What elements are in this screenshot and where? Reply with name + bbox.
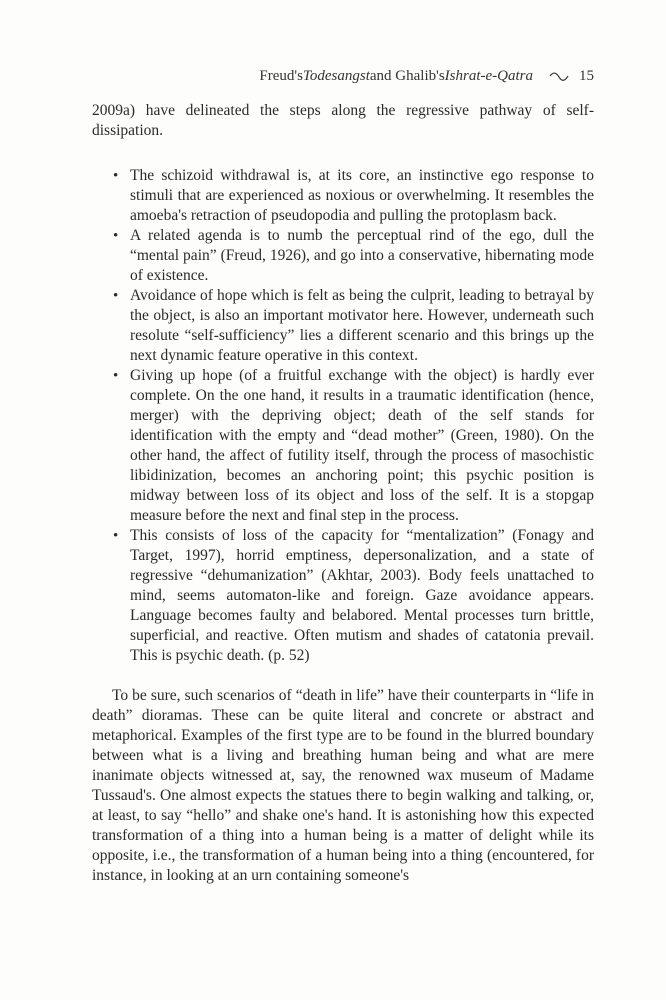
bullet-item: • The schizoid withdrawal is, at its core, an instinctive ego response to stimuli that are experienced as noxious or overwhelming. It resembles the amoeba's retraction of pseudopodia and pulling the protoplasm back. (130, 166, 594, 226)
bullet-item: • This consists of loss of the capacity for “mentalization” (Fonagy and Target, 1997), horrid emptiness, depersonalization, and a state of regressive “dehumanization” (Akhtar, 2003). Body feels unattached to mind, seems automaton-like and foreign. Gaze avoidance appears. Language becomes faulty and belabored. Mental processes turn brittle, superficial, and reactive. Often mutism and shades of catatonia prevail. This is psychic death. (p. 52) (130, 526, 594, 666)
body-paragraph: To be sure, such scenarios of “death in life” have their counterparts in “life in death” dioramas. These can be quite literal and concrete or abstract and metaphorical. Examples of the first type are to be found in the blurred boundary between what is a living and breathing human being and what are mere inanimate objects witnessed at, say, the renowned wax museum of Madame Tussaud's. One almost expects the statues there to begin walking and talking, or, at least, to say “hello” and shake one's hand. It is astonishing how this expected transformation of a thing into a human being is a matter of delight while its opposite, i.e., the transformation of a human being into a thing (encountered, for instance, in looking at an urn containing someone's (92, 687, 594, 884)
running-head-italic-1: Todesangst (302, 68, 370, 84)
bullet-list (92, 166, 594, 666)
page-number: 15 (579, 68, 594, 84)
bullet-item: • Giving up hope (of a fruitful exchange with the object) is hardly ever complete. On the one hand, it results in a traumatic identification (hence, merger) with the depriving object; death of the self stands for identification with the empty and “dead mother” (Green, 1980). On the other hand, the affect of futility itself, through the process of masochistic libidinization, becomes an anchoring point; this psychic position is midway between loss of its object and loss of the self. It is a stopgap measure before the next and final step in the process. (130, 366, 594, 526)
continuation-paragraph: 2009a) have delineated the steps along the regressive pathway of self-dissipation. (92, 102, 594, 139)
running-head-mid: and Ghalib's (369, 68, 445, 84)
running-head-italic-2: Ishrat-e-Qatra (444, 68, 533, 84)
bullet-item: • Avoidance of hope which is felt as being the culprit, leading to betrayal by the object, is also an important motivator here. However, underneath such resolute “self-sufficiency” lies a different scenario and this brings up the next dynamic feature operative in this context. (130, 286, 594, 366)
running-head (259, 68, 594, 85)
swash-ornament-icon (549, 72, 569, 82)
running-head-prefix: Freud's (259, 68, 303, 84)
body-text (92, 101, 594, 886)
bullet-item: • A related agenda is to numb the perceptual rind of the ego, dull the “mental pain” (Freud, 1926), and go into a conservative, hibernating mode of existence. (130, 226, 594, 286)
